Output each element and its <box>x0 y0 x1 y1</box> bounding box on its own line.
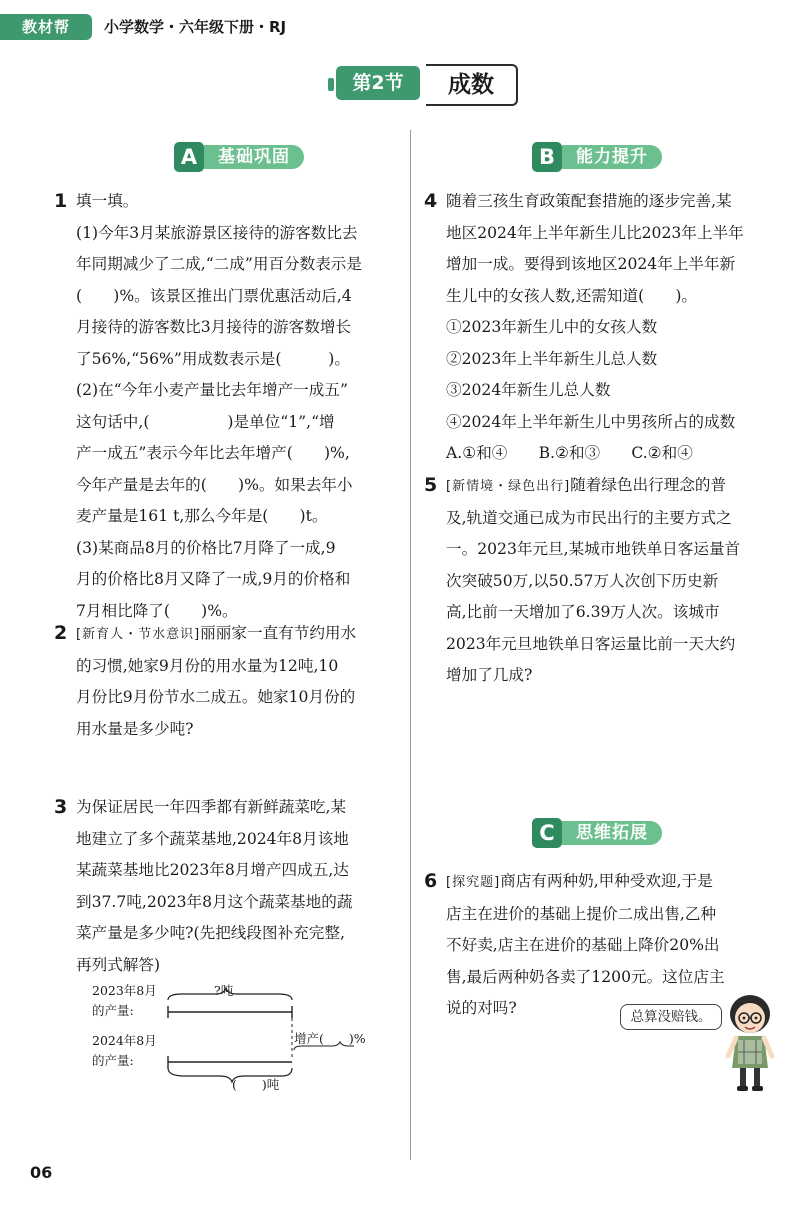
problem-line: 填一填。 <box>76 192 139 210</box>
speech-bubble: 总算没赔钱。 <box>620 1004 722 1030</box>
problem-line: 今年产量是去年的( )%。如果去年小 <box>76 475 353 494</box>
problem-number: 2 <box>54 622 68 644</box>
option-line: ③2024年新生儿总人数 <box>446 381 611 399</box>
problem-line: 这句话中,( )是单位“1”,“增 <box>76 412 335 431</box>
problem-line: 店主在进价的基础上提价二成出售,乙种 <box>446 904 717 923</box>
problem-number: 4 <box>424 190 438 212</box>
badge-label: 能力提升 <box>562 145 662 169</box>
segment-diagram <box>92 982 392 1092</box>
problem-line: 随着三孩生育政策配套措施的逐步完善,某 <box>446 192 732 210</box>
problem-number: 1 <box>54 190 68 212</box>
problem-line: 年同期减少了二成,“二成”用百分数表示是 <box>76 255 362 273</box>
problem-tag: [新情境・绿色出行] <box>446 479 571 494</box>
problem-line: 菜产量是多少吨?(先把线段图补充完整, <box>76 924 345 942</box>
badge-letter: B <box>532 142 562 172</box>
option-line: ①2023年新生儿中的女孩人数 <box>446 318 658 336</box>
problem-line: 及,轨道交通已成为市民出行的主要方式之 <box>446 508 732 527</box>
problem-line: 2023年元旦地铁单日客运量比前一天大约 <box>446 634 736 653</box>
problem-line <box>76 618 406 651</box>
problem-text: 随着绿色出行理念的普 <box>570 476 727 494</box>
diagram-label: 的产量: <box>92 1053 134 1068</box>
choice-line: A.①和④ B.②和③ C.②和④ <box>446 444 693 462</box>
problem-line: 次突破50万,以50.57万人次创下历史新 <box>446 571 719 590</box>
problem-line: 7月相比降了( )%。 <box>76 601 238 620</box>
problem-line: 月的价格比8月又降了一成,9月的价格和 <box>76 570 351 588</box>
diagram-lines <box>92 982 392 1092</box>
option-line: ④2024年上半年新生儿中男孩所占的成数 <box>446 412 736 431</box>
diagram-label: 2023年8月 <box>92 983 157 998</box>
problem-line <box>446 470 786 503</box>
badge-label: 基础巩固 <box>204 145 304 169</box>
problem-line: (3)某商品8月的价格比7月降了一成,9 <box>76 538 336 557</box>
problem-line: 到37.7吨,2023年8月这个蔬菜基地的蔬 <box>76 892 353 911</box>
section-marker <box>328 78 334 91</box>
problem-number: 3 <box>54 796 68 818</box>
problem-line: 地区2024年上半年新生儿比2023年上半年 <box>446 223 744 242</box>
problem-line: ( )%。该景区推出门票优惠活动后,4 <box>76 286 352 305</box>
problem-line: 的习惯,她家9月份的用水量为12吨,10 <box>76 656 339 675</box>
problem-line: 增加一成。要得到该地区2024年上半年新 <box>446 255 736 273</box>
problem-line: 说的对吗? <box>446 999 517 1017</box>
problem-1 <box>76 186 406 627</box>
problem-2 <box>76 618 406 745</box>
column-divider <box>410 130 411 1160</box>
problem-line: 售,最后两种奶各卖了1200元。这位店主 <box>446 967 725 986</box>
problem-line: 麦产量是161 t,那么今年是( )t。 <box>76 507 328 525</box>
book-title: 小学数学・六年级下册・RJ <box>104 18 287 36</box>
problem-line: 高,比前一天增加了6.39万人次。该城市 <box>446 603 720 621</box>
badge-label: 思维拓展 <box>562 821 662 845</box>
problem-number: 5 <box>424 474 438 496</box>
problem-line: 增加了几成? <box>446 666 533 684</box>
series-tab: 教材帮 <box>0 14 92 40</box>
problem-line <box>446 866 786 899</box>
diagram-label: 的产量: <box>92 1003 134 1018</box>
diagram-label: 2024年8月 <box>92 1033 157 1048</box>
diagram-top-label: ?吨 <box>214 983 234 998</box>
problem-line: 某蔬菜基地比2023年8月增产四成五,达 <box>76 861 349 879</box>
problem-text: 丽丽家一直有节约用水 <box>200 624 357 642</box>
badge-letter: C <box>532 818 562 848</box>
problem-line: 月接待的游客数比3月接待的游客数增长 <box>76 318 352 336</box>
problem-line: 产一成五”表示今年比去年增产( )%, <box>76 444 350 462</box>
option-line: ②2023年上半年新生儿总人数 <box>446 349 658 368</box>
problem-tag: [探究题] <box>446 875 501 890</box>
problem-4 <box>446 186 786 470</box>
diagram-increase-label: 增产( )% <box>294 1031 366 1046</box>
problem-line: 生儿中的女孩人数,还需知道( )。 <box>446 286 698 305</box>
section-name: 成数 <box>426 64 518 106</box>
problem-line: 了56%,“56%”用成数表示是( )。 <box>76 349 350 368</box>
problem-line: 不好卖,店主在进价的基础上降价20%出 <box>446 936 720 954</box>
problem-line: (2)在“今年小麦产量比去年增产一成五” <box>76 381 348 399</box>
problem-3 <box>76 792 406 981</box>
shopkeeper-illustration <box>722 994 778 1094</box>
problem-line: 为保证居民一年四季都有新鲜蔬菜吃,某 <box>76 798 347 816</box>
problem-line: 地建立了多个蔬菜基地,2024年8月该地 <box>76 829 349 848</box>
problem-line: 一。2023年元旦,某城市地铁单日客运量首 <box>446 540 741 558</box>
problem-line: 用水量是多少吨? <box>76 719 194 738</box>
problem-line: 再列式解答) <box>76 955 161 974</box>
problem-line: (1)今年3月某旅游景区接待的游客数比去 <box>76 223 358 242</box>
diagram-bottom-label: ( )吨 <box>232 1077 280 1092</box>
page-number: 06 <box>30 1163 53 1182</box>
problem-5 <box>446 470 786 692</box>
problem-tag: [新育人・节水意识] <box>76 627 201 642</box>
problem-number: 6 <box>424 870 438 892</box>
problem-line: 月份比9月份节水二成五。她家10月份的 <box>76 688 356 706</box>
section-number: 第2节 <box>336 66 420 100</box>
problem-text: 商店有两种奶,甲种受欢迎,于是 <box>500 872 713 890</box>
badge-letter: A <box>174 142 204 172</box>
